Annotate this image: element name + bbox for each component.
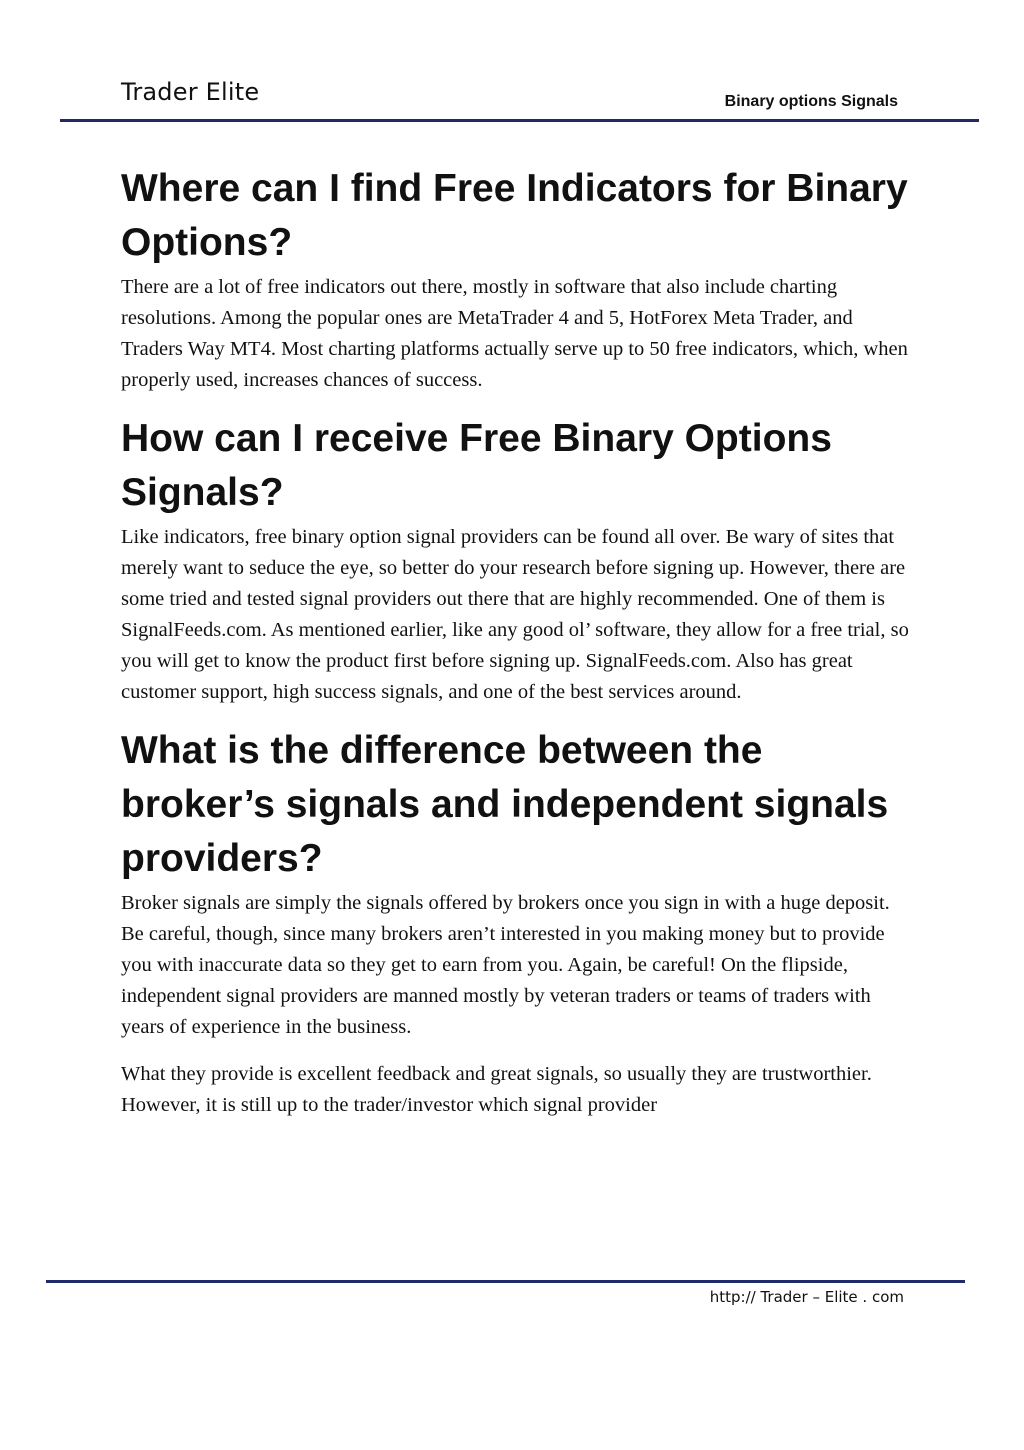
header-divider bbox=[60, 119, 979, 122]
section-heading-broker-vs-independent: What is the difference between the broker’s signals and independent signals providers? bbox=[121, 729, 889, 880]
header-brand: Trader Elite bbox=[121, 78, 260, 106]
section-heading-free-indicators: Where can I find Free Indicators for Binary Options? bbox=[121, 167, 908, 264]
header-section-title: Binary options Signals bbox=[724, 93, 898, 110]
section-heading-free-signals: How can I receive Free Binary Options Signals? bbox=[121, 417, 832, 514]
footer-url: http:// Trader – Elite . com bbox=[709, 1288, 904, 1306]
section-paragraph: Broker signals are simply the signals offered by brokers once you sign in with a huge deposit. Be careful, though, since many brokers aren’t interested in you making money but to provide you with inaccurate data so they get to earn from you. Again, be careful! On the flipside, independent signal providers are manned mostly by veteran traders or teams of traders with years of experience in the business. bbox=[121, 892, 890, 1038]
section-paragraph: Like indicators, free binary option signal providers can be found all over. Be wary of sites that merely want to seduce the eye, so better do your research before signing up. However, there are some tried and tested signal providers out there that are highly recommended. One of them is SignalFeeds.com. As mentioned earlier, like any good ol’ software, they allow for a free trial, so you will get to know the product first before signing up. SignalFeeds.com. Also has great customer support, high success signals, and one of the best services around. bbox=[121, 526, 909, 703]
document-body bbox=[121, 162, 911, 1137]
footer-divider bbox=[46, 1280, 965, 1283]
section-paragraph: What they provide is excellent feedback and great signals, so usually they are trustworthier. However, it is still up to the trader/investor which signal provider bbox=[121, 1063, 872, 1116]
section-paragraph: There are a lot of free indicators out there, mostly in software that also include charting resolutions. Among the popular ones are MetaTrader 4 and 5, HotForex Meta Trader, and Traders Way MT4. Most charting platforms actually serve up to 50 free indicators, which, when properly used, increases chances of success. bbox=[121, 276, 908, 391]
